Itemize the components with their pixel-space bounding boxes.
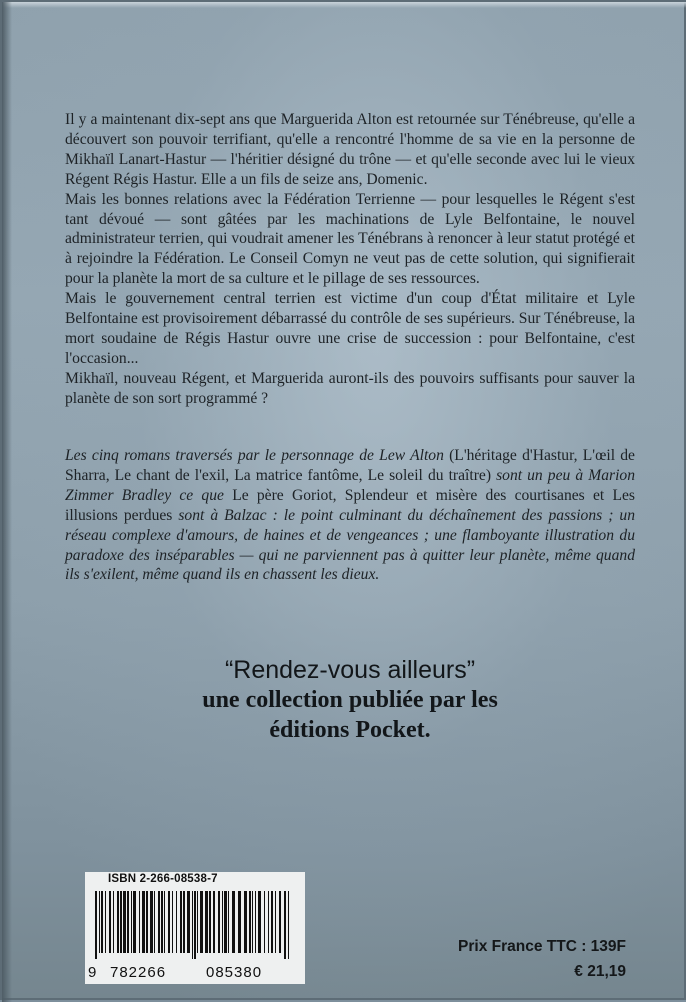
ean-lead-digit: 9 [88, 964, 98, 981]
ean-number [88, 964, 303, 981]
synopsis-paragraph-1: Il y a maintenant dix-sept ans que Marguerida Alton est retournée sur Ténébreuse, qu'elle a découvert son pouvoir terrifiant, qu'elle a rencontré l'homme de sa vie en la personne de Mikhaïl Lanart-Hastur — l'héritier désigné du trône — et qu'elle seconde avec lui le vieux Régent Régis Hastur. Elle a un fils de seize ans, Domenic. [65, 111, 635, 188]
collection-block [65, 655, 635, 745]
price-block [458, 934, 626, 984]
collection-line-2: éditions Pocket. [269, 717, 431, 743]
critique-titles-1: (L'héritage d'Hastur, L'œil de Sharra, Le chant de l'exil, La matrice fantôme, Le soleil du traître) [65, 447, 635, 484]
synopsis-paragraph-4: Mikhaïl, nouveau Régent, et Marguerida auront-ils des pouvoirs suffisants pour sauver la planète de son sort programmé ? [65, 369, 635, 407]
critique-titles-3: Les illusions perdues [65, 486, 635, 524]
price-france: Prix France TTC : 139F [458, 938, 626, 955]
cover-spine-edge [2, 2, 12, 1002]
critique-italic-3: sont à Balzac : le point culminant du déchaînement des passions ; un réseau complexe d'amours, de haines et de vengeances ; une flamboyante illustration du paradoxe des inséparables — qui ne parviennent pas à quitter leur planète, même quand ils s'exilent, même quand ils en chassent les dieux. [65, 506, 635, 584]
synopsis-paragraph-3: Mais le gouvernement central terrien est victime d'un coup d'État militaire et Lyle Belfontaine est provisoirement débarrassé du contrôle de ses supérieurs. Sur Ténébreuse, la mort soudaine de Régis Hastur ouvre une crise de succession : pour Belfontaine, c'est l'occasion... [65, 290, 636, 367]
critique-italic-1: Les cinq romans traversés par le personnage de Lew Alton [65, 447, 444, 464]
price-euro: € 21,19 [574, 963, 626, 980]
synopsis-paragraph-2: Mais les bonnes relations avec la Fédération Terrienne — pour lesquelles le Régent s'est tant dévoué — sont gâtées par les machinations de Lyle Belfontaine, le nouvel administrateur terrien, qui voudrait amener les Ténébrans à renoncer à leur statut protégé et à rejoindre la Fédération. Le Conseil Comyn ne veut pas de cette solution, qui signifierait pour la planète la mort de sa culture et le pillage de ses ressources. [65, 190, 635, 288]
barcode-icon [93, 891, 293, 959]
collection-title: “Rendez-vous ailleurs” [224, 656, 476, 684]
critique-italic-2: sont un peu à Marion Zimmer Bradley ce que [65, 466, 635, 504]
collection-line-1: une collection publiée par les [202, 687, 498, 713]
critique-paragraph [65, 446, 635, 585]
synopsis [65, 110, 635, 409]
critique-titles-2: Le père Goriot, Splendeur et misère des courtisanes [223, 486, 593, 504]
cover-top-edge [2, 2, 686, 8]
ean-group-2: 085380 [206, 964, 263, 981]
critique-conjunction: et [592, 486, 605, 504]
isbn-label: ISBN 2-266-08538-7 [108, 873, 218, 885]
ean-group-1: 782266 [110, 964, 167, 981]
